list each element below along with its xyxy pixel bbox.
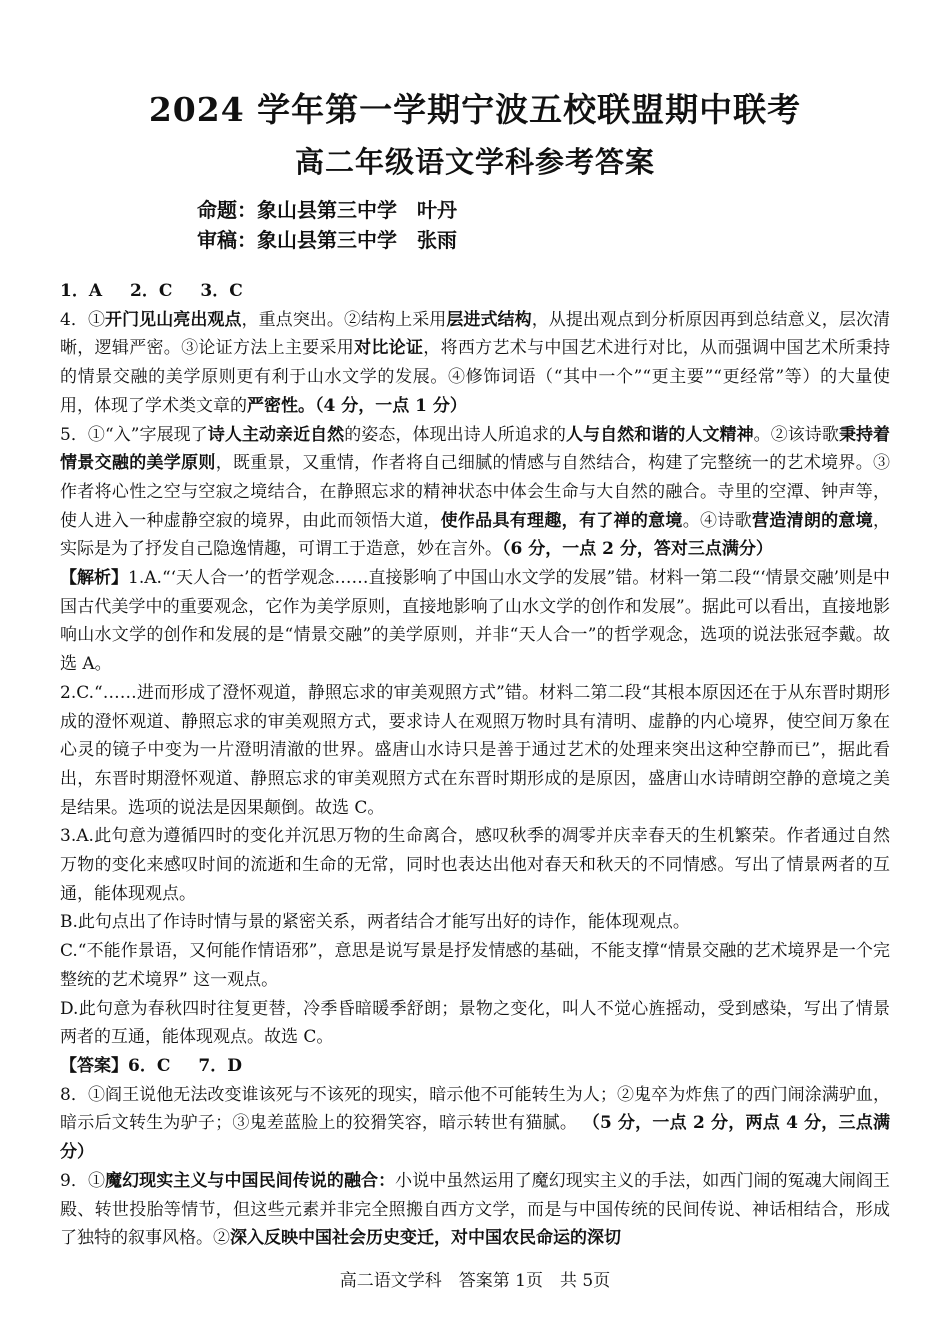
bold-run: 对比论证: [354, 338, 424, 359]
text-run: 9．①: [60, 1170, 106, 1191]
answer-q8: [60, 1081, 890, 1167]
bold-run: 营造清朗的意境: [751, 510, 874, 531]
text-run: ，实际是为了抒发自己隐逸情趣，可谓工于造意，妙在言外。: [60, 510, 891, 560]
page-subtitle: 高二年级语文学科参考答案: [294, 145, 655, 179]
bold-run: 魔幻现实主义与中国民间传说的融合：: [105, 1170, 396, 1191]
answer-q9: [60, 1167, 890, 1253]
text-run: ，将西方艺术与中国艺术进行对比，从而强调中国艺术所秉持的情景交融的美学原则更有利于山水文学的发展。④修饰词语（“其中一个”“更主要”“更经常”等）的大量使用，体现了学术类文章的: [60, 338, 891, 416]
author-credit: [197, 194, 457, 223]
answers-1-3: [60, 277, 890, 306]
answer-body: [60, 277, 890, 1253]
reviewer-name: 张雨: [417, 228, 457, 252]
answers-6-7: [60, 1052, 890, 1081]
bold-run: 开门见山亮出观点: [105, 309, 242, 330]
analysis-3a: 3.A.此句意为遵循四时的变化并沉思万物的生命离合，感叹秋季的凋零并庆幸春天的生机繁荣。作者通过自然万物的变化来感叹时间的流逝和生命的无常，同时也表达出他对春天和秋天的不同情感。写出了情景两者的互通，能体现观点。: [60, 826, 890, 904]
text-run: ，重点突出。②结构上采用: [241, 309, 447, 330]
bold-run: 秉持着情景交融的美学原则: [60, 424, 891, 474]
analysis-text: 1.A.“‘天人合一’的哲学观念……直接影响了中国山水文学的发展”错。材料一第二段“‘情景交融’则是中国古代美学中的重要观念，它作为美学原则，直接地影响了山水文学的创作和发展”。据此可以看出，直接地影响山水文学的创作和发展的是“情景交融”的美学原则，并非“天人合一”的哲学观念，选项的说法张冠李戴。故选 A。: [60, 568, 891, 675]
bold-run: 诗人主动亲近自然: [207, 424, 345, 445]
analysis-3c: C.“不能作景语，又何能作情语邪”，意思是说写景是抒发情感的基础，不能支撑“情景交融的艺术境界是一个完整统的艺术境界” 这一观点。: [60, 941, 890, 990]
text-run: ，既重景，又重情，作者将自己细腻的情感与自然结合，构建了完整统一的艺术境界。③作者将心性之空与空寂之境结合，在静照忘求的精神状态中体会生命与大自然的融合。寺里的空潭、钟声等，使人进入一种虚静空寂的境界，由此而领悟大道，: [60, 453, 891, 531]
text-run: 5．①“入”字展现了: [60, 424, 208, 445]
answer-q3: 3．C: [200, 281, 243, 301]
answer-q1: 1．A: [60, 281, 103, 301]
score-note: （6 分，一点 2 分，答对三点满分）: [502, 539, 773, 560]
text-run: ，从提出观点到分析原因再到总结意义，层次清晰，逻辑严密。③论证方法上主要采用: [60, 309, 891, 359]
score-note: （5 分，一点 2 分，两点 4 分，三点满分）: [60, 1113, 891, 1163]
bold-run: 使作品具有理趣，有了禅的意境: [440, 510, 683, 531]
analysis-2: 2.C.“……进而形成了澄怀观道，静照忘求的审美观照方式”错。材料二第二段“其根本原因还在于从东晋时期形成的澄怀观道、静照忘求的审美观照方式，要求诗人在观照万物时具有清明、虚静的内心境界，使空间万象在心灵的镜子中变为一片澄明清澈的世界。盛唐山水诗只是善于通过艺术的处理来突出这种空静而已”，据此看出，东晋时期澄怀观道、静照忘求的审美观照方式在东晋时期形成的是原因，盛唐山水诗晴朗空静的意境之美是结果。选项的说法是因果颠倒。故选 C。: [60, 682, 890, 818]
reviewer-label: 审稿：象山县第三中学: [197, 228, 397, 252]
answer-q5: [60, 421, 890, 565]
text-run: 。④诗歌: [682, 510, 752, 531]
text-run: 小说中虽然运用了魔幻现实主义的手法，如西门闹的冤魂大闹阎王殿、转世投胎等情节，但这些元素并非完全照搬自西方文学，而是与中国传统的民间传说、神话相结合，形成了独特的叙事风格。②: [60, 1170, 890, 1249]
answer-label: 【答案】: [60, 1055, 128, 1076]
analysis-3b: B.此句点出了作诗时情与景的紧密关系，两者结合才能写出好的诗作，能体现观点。: [60, 912, 690, 933]
bold-run: 层进式结构: [446, 309, 532, 330]
bold-run: 人与自然和谐的人文精神: [566, 424, 754, 445]
author-name: 叶丹: [417, 198, 457, 222]
answer-q7: 7．D: [198, 1055, 242, 1076]
author-label: 命题：象山县第三中学: [197, 198, 397, 222]
answer-q4: [60, 306, 890, 421]
score-note: 。（4 分，一点 1 分）: [298, 395, 467, 416]
text-run: 4．①: [60, 309, 106, 330]
page-title: 2024 学年第一学期宁波五校联盟期中联考: [148, 90, 802, 129]
analysis-1: [60, 564, 890, 679]
bold-run: 深入反映中国社会历史变迁，对中国农民命运的深切: [230, 1228, 621, 1249]
text-run: 的姿态，体现出诗人所追求的: [344, 424, 566, 445]
reviewer-credit: [197, 224, 457, 253]
answer-q6: 6．C: [128, 1055, 171, 1076]
analysis-label: 【解析】: [60, 568, 129, 589]
page-footer: 高二语文学科 答案第 1页 共 5页: [339, 1271, 611, 1291]
text-run: 。②该诗歌: [753, 424, 839, 445]
analysis-3d: D.此句意为春秋四时往复更替，冷季昏暗暖季舒朗；景物之变化，叫人不觉心旌摇动，受到感染，写出了情景两者的互通，能体现观点。故选 C。: [60, 998, 890, 1048]
text-run: 8．①阎王说他无法改变谁该死与不该死的现实，暗示他不可能转生为人；②鬼卒为炸焦了的西门闹涂满驴血，暗示后文转生为驴子；③鬼差蓝脸上的狡猾笑容，暗示转世有猫腻。: [60, 1084, 890, 1134]
bold-run: 严密性: [247, 395, 298, 416]
answer-q2: 2．C: [130, 281, 173, 301]
